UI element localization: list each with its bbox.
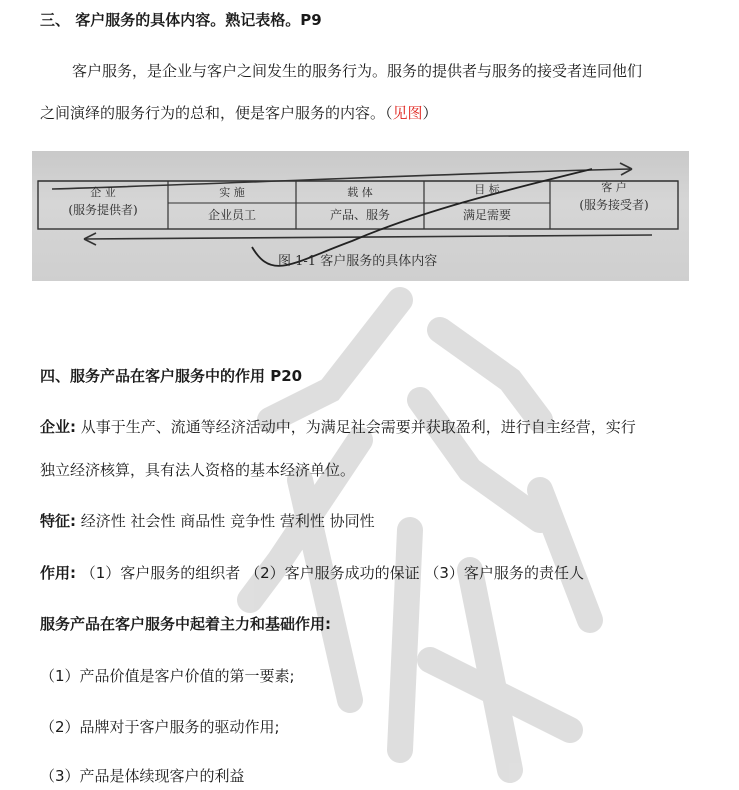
features-line xyxy=(40,510,699,532)
feature-text: 经济性 社会性 商品性 竞争性 营利性 协同性 xyxy=(76,512,375,530)
cell-service-provider: (服务提供者) xyxy=(68,203,138,217)
list-item: （2）品牌对于客户服务的驱动作用; xyxy=(40,718,280,736)
cell-goal: 目 标 xyxy=(474,183,500,196)
section3-paragraph-line2 xyxy=(40,102,699,124)
figure-caption: 图 1-1 客户服务的具体内容 xyxy=(278,254,438,269)
paragraph-close: ） xyxy=(422,104,438,122)
list-item: （1）产品价值是客户价值的第一要素; xyxy=(40,667,295,685)
cell-employees: 企业员工 xyxy=(207,208,257,222)
section3-title: 三、 客户服务的具体内容。熟记表格。P9 xyxy=(40,11,322,29)
feature-label: 特征: xyxy=(40,512,76,530)
list-item: （3）产品是体续现客户的利益 xyxy=(40,767,245,785)
cell-customer: 客 户 xyxy=(601,181,627,194)
section4-title: 四、服务产品在客户服务中的作用 P20 xyxy=(40,367,303,385)
enterprise-label: 企业: xyxy=(40,418,76,436)
cell-products-services: 产品、服务 xyxy=(329,208,391,222)
cell-carrier: 载 体 xyxy=(347,186,373,199)
cell-service-receiver: (服务接受者) xyxy=(579,198,649,212)
cell-meet-needs: 满足需要 xyxy=(462,208,512,222)
customer-service-figure xyxy=(32,151,689,281)
role-label: 作用: xyxy=(40,564,76,582)
see-figure-link[interactable]: 见图 xyxy=(392,104,423,122)
paragraph-text: 之间演绎的服务行为的总和，便是客户服务的内容。（ xyxy=(40,104,393,122)
roles-line xyxy=(40,562,699,584)
section3-paragraph-line1: 客户服务，是企业与客户之间发生的服务行为。服务的提供者与服务的接受者连同他们 xyxy=(72,62,643,80)
enterprise-definition-line2: 独立经济核算，具有法人资格的基本经济单位。 xyxy=(40,461,356,479)
product-role-heading: 服务产品在客户服务中起着主力和基础作用: xyxy=(40,615,332,633)
role-text: （1）客户服务的组织者 （2）客户服务成功的保证 （3）客户服务的责任人 xyxy=(76,564,584,582)
enterprise-definition-line1 xyxy=(40,416,699,438)
enterprise-text: 从事于生产、流通等经济活动中，为满足社会需要并获取盈利，进行自主经营，实行 xyxy=(76,418,636,436)
cell-implement: 实 施 xyxy=(219,186,245,199)
cell-enterprise: 企 业 xyxy=(90,186,116,199)
